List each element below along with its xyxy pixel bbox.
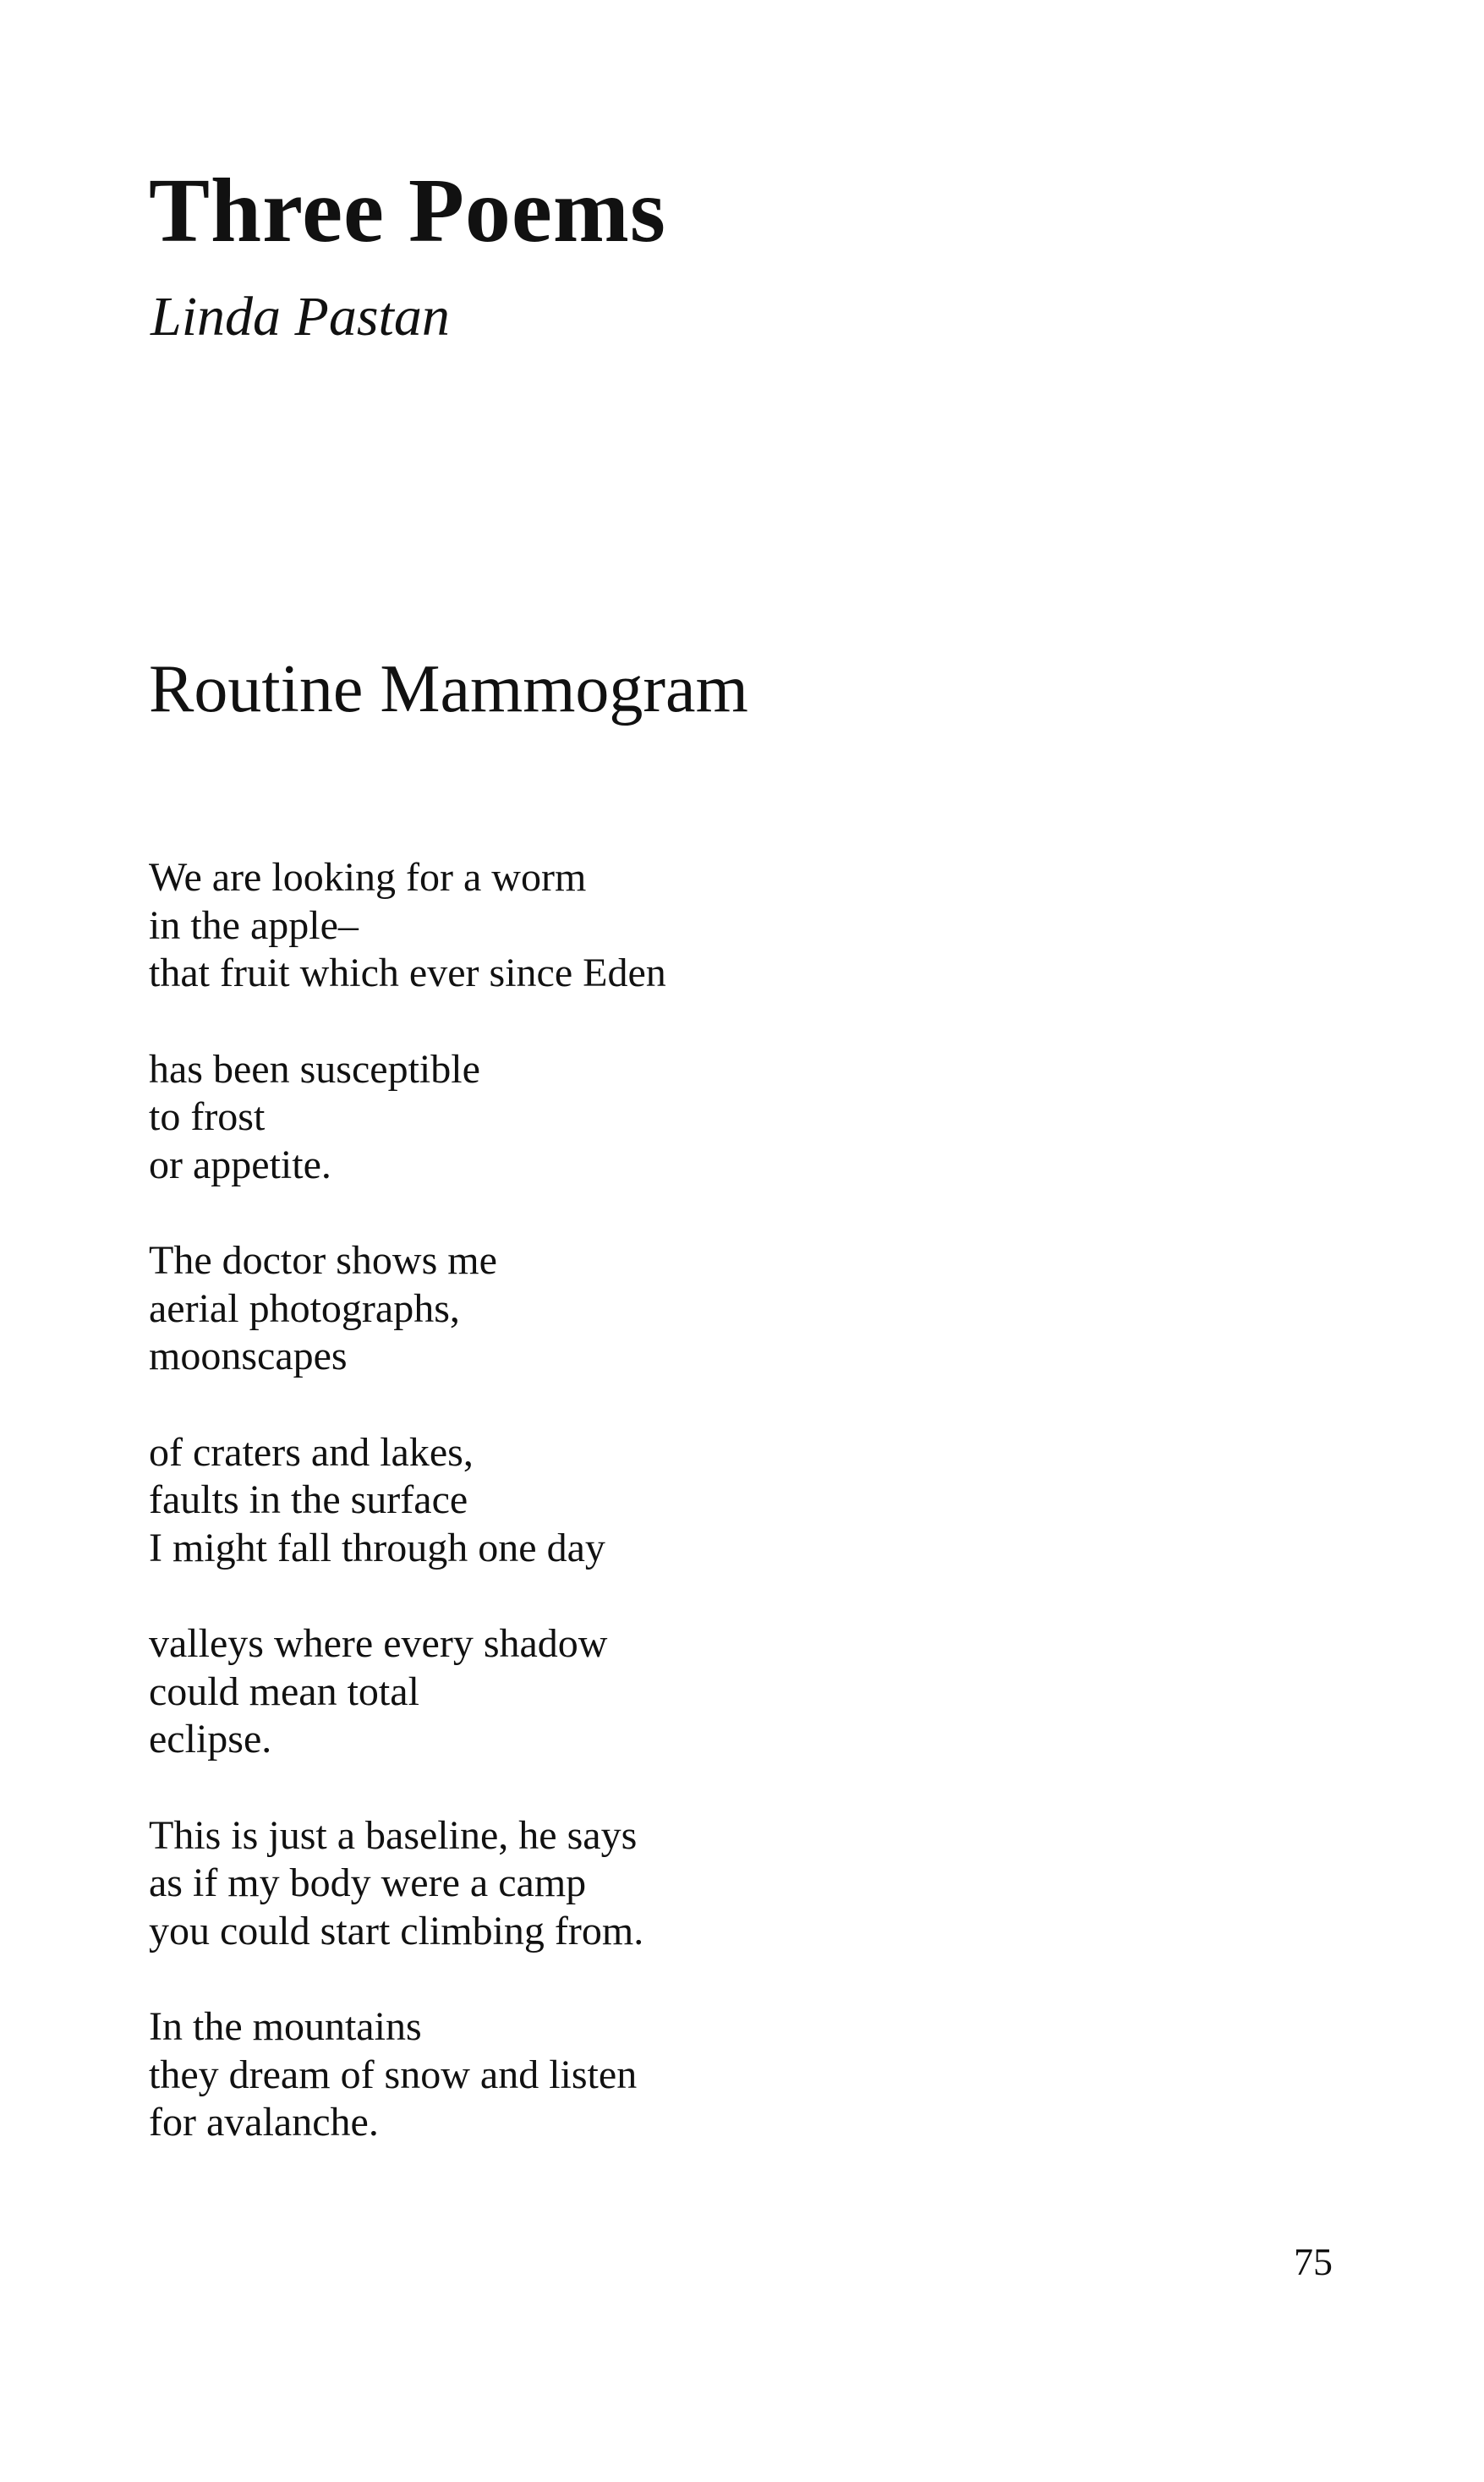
poem-line: We are looking for a worm xyxy=(149,855,587,900)
collection-title: Three Poems xyxy=(149,161,666,261)
poem-line: In the mountains xyxy=(149,2004,422,2049)
stanza-3 xyxy=(149,1237,1079,1381)
poem-line: you could start climbing from. xyxy=(149,1908,644,1953)
poem-line: has been susceptible xyxy=(149,1046,480,1092)
poem-line: or appetite. xyxy=(149,1142,331,1187)
stanza-4 xyxy=(149,1429,1079,1573)
poem-line: to frost xyxy=(149,1094,266,1139)
author-name: Linda Pastan xyxy=(151,286,450,348)
stanza-7 xyxy=(149,2003,1079,2147)
poem-line: This is just a baseline, he says xyxy=(149,1812,638,1858)
stanza-5 xyxy=(149,1620,1079,1764)
poem-line: faults in the surface xyxy=(149,1477,468,1522)
stanza-6 xyxy=(149,1812,1079,1956)
poem-line: The doctor shows me xyxy=(149,1238,497,1283)
poem-line: for avalanche. xyxy=(149,2100,379,2145)
poem-line: could mean total xyxy=(149,1668,419,1714)
poem-line: in the apple– xyxy=(149,902,359,948)
stanza-1 xyxy=(149,854,1079,998)
poem-line: I might fall through one day xyxy=(149,1525,605,1570)
poem-line: moonscapes xyxy=(149,1334,348,1378)
poem-line: valleys where every shadow xyxy=(149,1621,608,1666)
poem-line: of craters and lakes, xyxy=(149,1429,474,1475)
poem-body xyxy=(149,854,1079,2195)
poem-line: aerial photographs, xyxy=(149,1285,460,1331)
page-number: 75 xyxy=(1294,2240,1333,2283)
poem-line: as if my body were a camp xyxy=(149,1860,587,1905)
poem-title: Routine Mammogram xyxy=(149,652,748,726)
poem-line: that fruit which ever since Eden xyxy=(149,951,666,995)
poem-line: eclipse. xyxy=(149,1717,272,1762)
stanza-2 xyxy=(149,1046,1079,1190)
poem-line: they dream of snow and listen xyxy=(149,2052,638,2097)
